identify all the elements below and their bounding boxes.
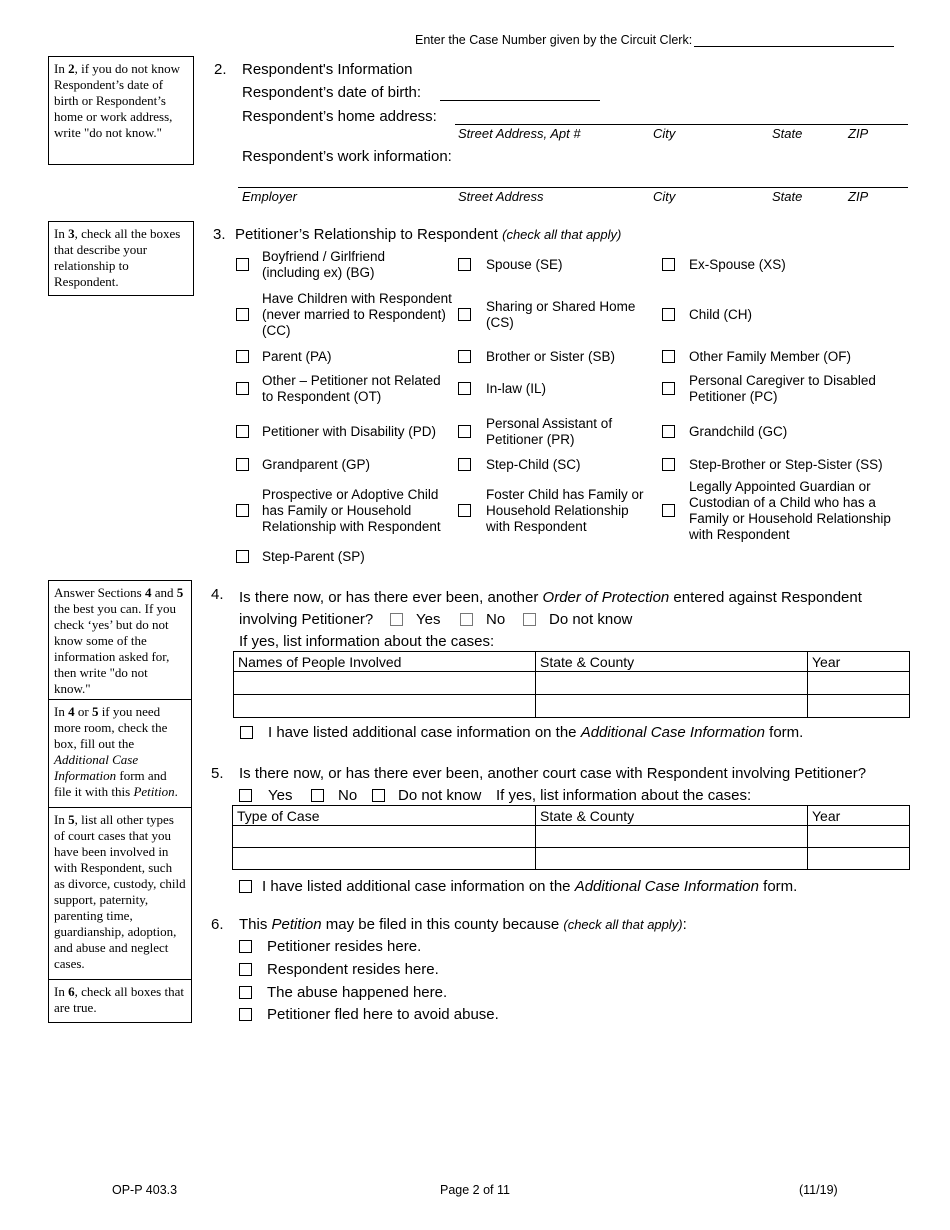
label-s4-dk: Do not know [549, 611, 633, 628]
table-cell[interactable] [234, 672, 536, 695]
work-col-city: City [653, 189, 676, 204]
case-number-label: Enter the Case Number given by the Circuit Clerk: [415, 33, 693, 47]
checkbox-petitioner-fled[interactable] [239, 1008, 252, 1021]
footer-form-id: OP-P 403.3 [112, 1183, 178, 1197]
label-pc: Personal Caregiver to Disabled Petitioner (PC) [689, 373, 876, 404]
col-year: Year [808, 806, 910, 826]
section-5-table [232, 805, 910, 870]
section-6-question: This Petition may be filed in this county because (check all that apply): [239, 916, 687, 933]
label-ss: Step-Brother or Step-Sister (SS) [689, 457, 883, 472]
label-s5-no: No [338, 787, 358, 804]
checkbox-pr[interactable] [458, 425, 471, 438]
home-col-street: Street Address, Apt # [458, 126, 581, 141]
checkbox-prospective-adoptive-child[interactable] [236, 504, 249, 517]
checkbox-cc[interactable] [236, 308, 249, 321]
label-s5-additional: I have listed additional case information on the Additional Case Information form. [262, 878, 798, 895]
home-address-field[interactable] [455, 124, 908, 125]
home-col-zip: ZIP [848, 126, 869, 141]
table-header-row [234, 652, 910, 672]
label-ot: Other – Petitioner not Related to Respondent (OT) [262, 373, 441, 404]
section-3-title: Petitioner’s Relationship to Respondent (check all that apply) [235, 226, 622, 243]
sidebar-note-sections-4-5: Answer Sections 4 and 5 the best you can. If you check ‘yes’ but do not know some of the information asked for, then write "do not know." [54, 585, 184, 696]
checkbox-respondent-resides[interactable] [239, 963, 252, 976]
checkbox-ot[interactable] [236, 382, 249, 395]
home-address-label: Respondent’s home address: [242, 108, 437, 125]
checkbox-s5-dk[interactable] [372, 789, 385, 802]
case-number-field[interactable] [694, 46, 894, 47]
label-bg: Boyfriend / Girlfriend (including ex) (BG) [262, 249, 386, 280]
checkbox-abuse-happened[interactable] [239, 986, 252, 999]
table-cell[interactable] [808, 672, 910, 695]
work-info-field[interactable] [238, 187, 908, 188]
checkbox-pa[interactable] [236, 350, 249, 363]
label-xs: Ex-Spouse (XS) [689, 257, 786, 272]
section-4-number: 4. [211, 586, 224, 603]
label-pa: Parent (PA) [262, 349, 332, 364]
section-2-number: 2. [214, 61, 227, 78]
label-foster-child: Foster Child has Family or Household Relationship with Respondent [486, 487, 644, 534]
table-row [233, 826, 910, 848]
col-type-of-case: Type of Case [233, 806, 536, 826]
section-4-table [233, 651, 910, 718]
footer-date: (11/19) [799, 1183, 838, 1197]
sidebar-note-section-6: In 6, check all boxes that are true. [49, 979, 191, 1020]
checkbox-s5-additional[interactable] [239, 880, 252, 893]
label-gc: Grandchild (GC) [689, 424, 788, 439]
label-respondent-resides: Respondent resides here. [267, 961, 439, 978]
checkbox-legal-guardian[interactable] [662, 504, 675, 517]
section-3-number: 3. [213, 226, 226, 243]
checkbox-sc[interactable] [458, 458, 471, 471]
label-ch: Child (CH) [689, 307, 753, 322]
label-sb: Brother or Sister (SB) [486, 349, 616, 364]
sidebar-note-section-5: In 5, list all other types of court cases that you have been involved in with Respondent, such as divorce, custody, child support, paternity, parenting time, guardianship, adoption, and abuse and neglect cases. [49, 807, 191, 979]
table-cell[interactable] [808, 826, 910, 848]
sidebar-note-section-3: In 3, check all the boxes that describe your relationship to Respondent. [48, 221, 194, 296]
work-col-state: State [772, 189, 803, 204]
section-4-question-line2: involving Petitioner? [239, 611, 374, 628]
label-s4-yes: Yes [416, 611, 441, 628]
work-col-street: Street Address [458, 189, 544, 204]
sidebar-note-section-2: In 2, if you do not know Respondent’s date of birth or Respondent’s home or work address, write "do not know." [48, 56, 194, 165]
label-legal-guardian: Legally Appointed Guardian or Custodian of a Child who has a Family or Household Relationship with Respondent [689, 479, 891, 542]
col-state-county: State & County [536, 806, 808, 826]
section-4-question: Is there now, or has there ever been, another Order of Protection entered against Respondent [239, 589, 862, 606]
table-row [234, 672, 910, 695]
table-cell[interactable] [536, 848, 808, 870]
checkbox-s5-no[interactable] [311, 789, 324, 802]
table-cell[interactable] [808, 695, 910, 718]
label-cc: Have Children with Respondent (never married to Respondent) (CC) [262, 291, 452, 338]
checkbox-pc[interactable] [662, 382, 675, 395]
label-se: Spouse (SE) [486, 257, 563, 272]
checkbox-s4-yes[interactable] [390, 613, 403, 626]
section-5-question: Is there now, or has there ever been, another court case with Respondent involving Petitioner? [239, 765, 867, 782]
col-names: Names of People Involved [234, 652, 536, 672]
section-6-number: 6. [211, 916, 224, 933]
checkbox-ss[interactable] [662, 458, 675, 471]
label-s5-dk: Do not know [398, 787, 482, 804]
label-sc: Step-Child (SC) [486, 457, 581, 472]
table-cell[interactable] [536, 826, 808, 848]
label-pr: Personal Assistant of Petitioner (PR) [486, 416, 613, 447]
section-5-list-label: If yes, list information about the cases: [496, 787, 752, 804]
checkbox-s4-additional[interactable] [240, 726, 253, 739]
checkbox-of[interactable] [662, 350, 675, 363]
table-cell[interactable] [233, 848, 536, 870]
footer-page-number: Page 2 of 11 [440, 1183, 510, 1197]
home-col-state: State [772, 126, 803, 141]
checkbox-gp[interactable] [236, 458, 249, 471]
home-col-city: City [653, 126, 676, 141]
checkbox-cs[interactable] [458, 308, 471, 321]
label-sp: Step-Parent (SP) [262, 549, 365, 564]
label-petitioner-resides: Petitioner resides here. [267, 938, 422, 955]
work-col-employer: Employer [242, 189, 297, 204]
label-petitioner-fled: Petitioner fled here to avoid abuse. [267, 1006, 499, 1023]
table-cell[interactable] [234, 695, 536, 718]
sidebar-note-additional-info: In 4 or 5 if you need more room, check the box, fill out the Additional Case Information form and file it with this Petition. [49, 699, 191, 807]
table-cell[interactable] [536, 695, 808, 718]
label-prospective-adoptive-child: Prospective or Adoptive Child has Family or Household Relationship with Respondent [262, 487, 441, 534]
label-il: In-law (IL) [486, 381, 547, 396]
label-s4-no: No [486, 611, 506, 628]
table-header-row [233, 806, 910, 826]
table-cell[interactable] [808, 848, 910, 870]
checkbox-se[interactable] [458, 258, 471, 271]
label-s4-additional: I have listed additional case information on the Additional Case Information form. [268, 724, 804, 741]
checkbox-sb[interactable] [458, 350, 471, 363]
work-info-label: Respondent’s work information: [242, 148, 452, 165]
table-row [234, 695, 910, 718]
checkbox-petitioner-resides[interactable] [239, 940, 252, 953]
label-of: Other Family Member (OF) [689, 349, 852, 364]
label-gp: Grandparent (GP) [262, 457, 371, 472]
table-cell[interactable] [536, 672, 808, 695]
dob-field[interactable] [440, 100, 600, 101]
section-5-number: 5. [211, 765, 224, 782]
checkbox-bg[interactable] [236, 258, 249, 271]
label-pd: Petitioner with Disability (PD) [262, 424, 437, 439]
col-state-county: State & County [536, 652, 808, 672]
table-row [233, 848, 910, 870]
checkbox-il[interactable] [458, 382, 471, 395]
dob-label: Respondent’s date of birth: [242, 84, 422, 101]
section-2-title: Respondent's Information [242, 61, 413, 78]
checkbox-foster-child[interactable] [458, 504, 471, 517]
checkbox-s4-dk[interactable] [523, 613, 536, 626]
col-year: Year [808, 652, 910, 672]
label-s5-yes: Yes [268, 787, 293, 804]
section-4-list-label: If yes, list information about the cases: [239, 633, 495, 650]
checkbox-s4-no[interactable] [460, 613, 473, 626]
checkbox-gc[interactable] [662, 425, 675, 438]
checkbox-xs[interactable] [662, 258, 675, 271]
work-col-zip: ZIP [848, 189, 869, 204]
checkbox-pd[interactable] [236, 425, 249, 438]
label-cs: Sharing or Shared Home (CS) [486, 299, 636, 330]
checkbox-ch[interactable] [662, 308, 675, 321]
sidebar-notes-sections-4-6 [48, 580, 192, 1023]
checkbox-sp[interactable] [236, 550, 249, 563]
label-abuse-happened: The abuse happened here. [267, 984, 448, 1001]
checkbox-s5-yes[interactable] [239, 789, 252, 802]
table-cell[interactable] [233, 826, 536, 848]
